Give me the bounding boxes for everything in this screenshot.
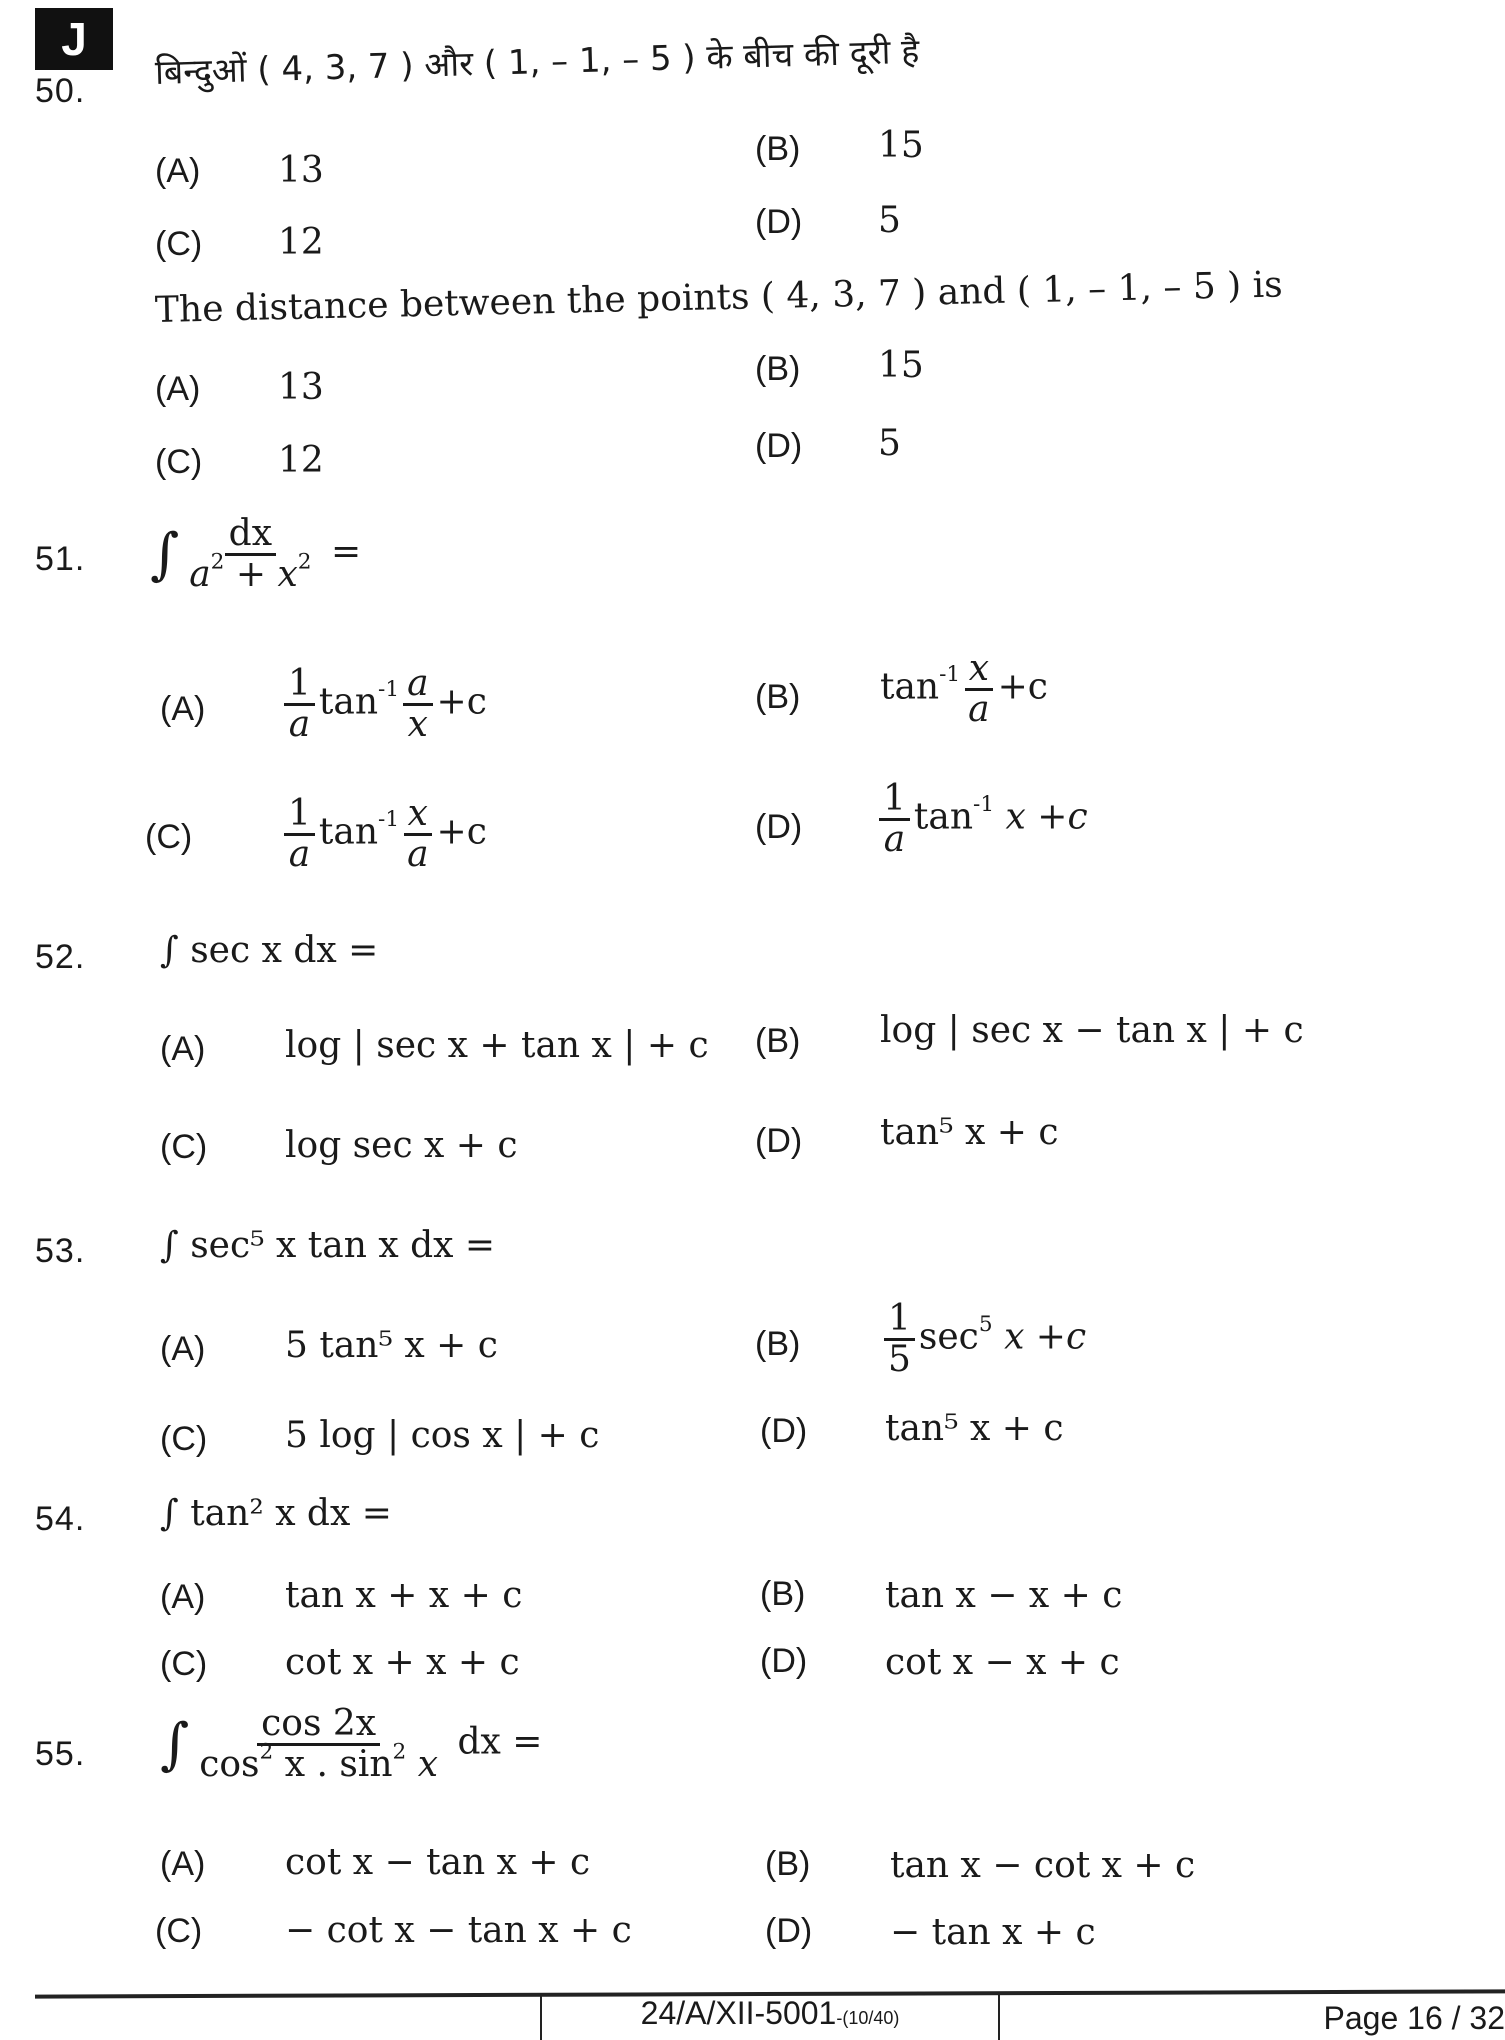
paper-code: 24/A/XII-5001-(10/40)	[540, 1995, 1000, 2040]
option-value: 13	[278, 150, 324, 191]
option-value: cot x − tan x + c	[285, 1842, 591, 1883]
question-number: 52.	[35, 938, 86, 976]
option-label-marked[interactable]: (A)	[160, 1030, 206, 1068]
option-value: $\frac{1}{a}$ $\tan^{-1} x +c$	[875, 780, 1088, 859]
option-label[interactable]: (A)	[160, 690, 206, 728]
option-label-marked[interactable]: (C)	[155, 1912, 203, 1950]
option-label[interactable]: (D)	[755, 808, 803, 846]
question-expression: ∫ $\frac{\cos 2x}{\cos^2 x . \sin^2 x}$ dx =	[160, 1703, 543, 1785]
option-label[interactable]: (C)	[160, 1645, 208, 1683]
option-value: 15	[878, 125, 924, 166]
option-value: cot x + x + c	[285, 1642, 520, 1683]
option-label-marked[interactable]: (B)	[760, 1575, 806, 1613]
option-label[interactable]: (D)	[760, 1642, 808, 1680]
option-label[interactable]: (B)	[755, 1022, 801, 1060]
option-label[interactable]: (D)	[765, 1912, 813, 1950]
question-text-hindi: बिन्दुओं ( 4, 3, 7 ) और ( 1, – 1, – 5 ) के बीच की दूरी है	[154, 31, 920, 93]
question-expression: ∫ sec x dx =	[160, 930, 379, 971]
option-label[interactable]: (D)	[760, 1412, 808, 1450]
option-label[interactable]: (B)	[755, 130, 801, 168]
question-expression: ∫ $\frac{dx}{a^2 + x^2}$ =	[150, 513, 362, 595]
option-value: log | sec x + tan x | + c	[285, 1025, 709, 1066]
integral-sign: ∫	[160, 1711, 190, 1777]
option-value: 12	[278, 222, 324, 263]
option-label[interactable]: (C)	[155, 225, 203, 263]
question-expression: ∫ sec⁵ x tan x dx =	[160, 1225, 496, 1266]
question-expression: ∫ tan² x dx =	[160, 1493, 392, 1534]
question-text-english: The distance between the points ( 4, 3, 7 ) and ( 1, – 1, – 5 ) is	[154, 264, 1284, 331]
option-label[interactable]: (C)	[160, 1128, 208, 1166]
question-number: 54.	[35, 1500, 86, 1538]
option-label[interactable]: (A)	[160, 1845, 206, 1883]
option-value: tan x − cot x + c	[890, 1845, 1196, 1886]
option-label[interactable]: (D)	[755, 427, 803, 465]
option-value: cot x − x + c	[885, 1642, 1120, 1683]
option-label[interactable]: (B)	[765, 1845, 811, 1883]
option-label-marked[interactable]: (B)	[755, 1325, 801, 1363]
option-label[interactable]: (D)	[755, 203, 803, 241]
page-number: Page 16 / 32	[1323, 2000, 1505, 2036]
option-value: tan x + x + c	[285, 1575, 523, 1616]
option-label[interactable]: (B)	[755, 350, 801, 388]
option-label-marked[interactable]: (C)	[145, 818, 193, 856]
option-value: − tan x + c	[890, 1912, 1096, 1953]
integral-sign: ∫	[150, 521, 180, 587]
option-label[interactable]: (C)	[155, 443, 203, 481]
option-label[interactable]: (A)	[155, 370, 201, 408]
option-value: log | sec x − tan x | + c	[880, 1010, 1304, 1051]
option-value: 5 log | cos x | + c	[285, 1415, 600, 1456]
option-value: $\frac{1}{a}$ $\tan^{-1}$ $\frac{a}{x}$ +c	[280, 665, 487, 744]
option-value: 5	[878, 200, 901, 241]
option-value: 5 tan⁵ x + c	[285, 1325, 498, 1366]
option-label[interactable]: (C)	[160, 1420, 208, 1458]
option-label[interactable]: (D)	[755, 1122, 803, 1160]
question-number: 53.	[35, 1232, 86, 1270]
option-label[interactable]: (A)	[155, 152, 201, 190]
section-badge: J	[35, 8, 113, 70]
option-value: log sec x + c	[285, 1125, 518, 1166]
option-value: 5	[878, 423, 901, 464]
option-value: $\frac{1}{5}$ $\sec^5 x +c$	[880, 1300, 1086, 1379]
option-label[interactable]: (A)	[160, 1330, 206, 1368]
question-number: 50.	[35, 72, 86, 110]
option-label[interactable]: (B)	[755, 678, 801, 716]
option-value: 15	[878, 345, 924, 386]
option-label[interactable]: (A)	[160, 1578, 206, 1616]
question-number: 51.	[35, 540, 86, 578]
option-value: 13	[278, 367, 324, 408]
option-value: tan⁵ x + c	[880, 1112, 1059, 1153]
question-number: 55.	[35, 1735, 86, 1773]
option-value: 12	[278, 440, 324, 481]
option-value: $\frac{1}{a}$ $\tan^{-1}$ $\frac{x}{a}$ +c	[280, 795, 487, 874]
option-value: $\tan^{-1}$ $\frac{x}{a}$ +c	[880, 648, 1048, 730]
option-value: tan x − x + c	[885, 1575, 1123, 1616]
option-value: − cot x − tan x + c	[285, 1910, 632, 1951]
option-value: tan⁵ x + c	[885, 1408, 1064, 1449]
